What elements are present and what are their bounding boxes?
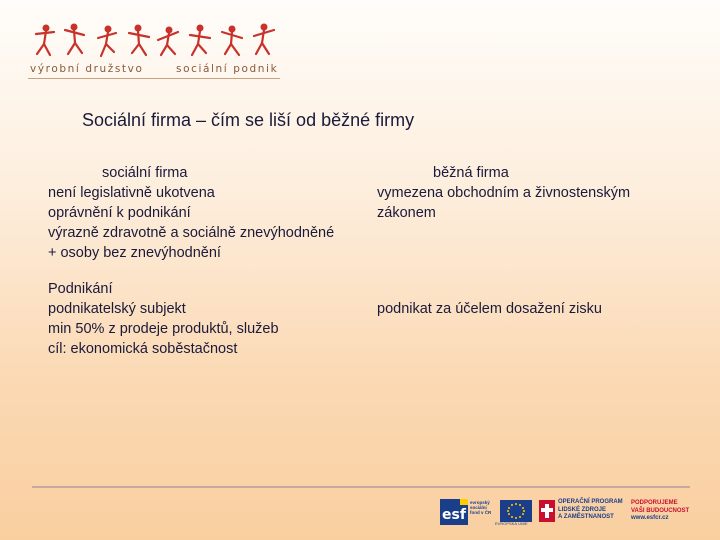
- section2-heading: Podnikání: [48, 281, 113, 297]
- left-section2-line: podnikatelský subjekt: [48, 301, 186, 317]
- op-text-line: OPERAČNÍ PROGRAM: [558, 499, 623, 505]
- esf-mark-icon: [440, 497, 470, 527]
- left-column: [48, 163, 334, 359]
- eu-caption: EVROPSKÁ UNIE: [495, 521, 528, 526]
- op-cross-icon: [538, 498, 556, 524]
- op-text-line: LIDSKÉ ZDROJE: [558, 506, 607, 513]
- right-line: zákonem: [377, 205, 436, 221]
- podporujeme-line: PODPORUJEME: [631, 500, 678, 506]
- left-section2-line: cíl: ekonomická soběstačnost: [48, 341, 238, 357]
- op-text-line: A ZAMĚSTNANOST: [558, 514, 614, 520]
- footer-divider: [32, 486, 690, 488]
- left-heading: sociální firma: [102, 165, 188, 181]
- funding-logos: [440, 497, 700, 527]
- right-column: [377, 163, 630, 319]
- esf-text-line: sociální: [470, 505, 487, 510]
- right-section2-line: podnikat za účelem dosažení zisku: [377, 301, 602, 317]
- company-logo: [28, 20, 284, 82]
- left-line: + osoby bez znevýhodnění: [48, 245, 221, 261]
- logo-text-right: sociální podnik: [176, 63, 279, 75]
- podporujeme-line: VAŠI BUDOUCNOST: [631, 507, 690, 514]
- right-heading: běžná firma: [433, 165, 509, 181]
- left-section2-line: min 50% z prodeje produktů, služeb: [48, 321, 279, 337]
- left-line: není legislativně ukotvena: [48, 185, 215, 201]
- esf-text-line: evropský: [470, 500, 490, 505]
- podporujeme-text: [631, 500, 689, 523]
- logo-text-left: výrobní družstvo: [30, 63, 144, 75]
- left-line: oprávnění k podnikání: [48, 205, 191, 221]
- esf-text-line: fond v ČR: [470, 510, 492, 515]
- dancing-figures-icon: [28, 20, 284, 62]
- right-line: vymezena obchodním a živnostenským: [377, 185, 631, 201]
- left-line: výrazně zdravotně a sociálně znevýhodněné: [48, 225, 335, 241]
- logo-divider: [28, 78, 280, 79]
- logo-tagline: [30, 63, 279, 75]
- slide-title: Sociální firma – čím se liší od běžné firmy: [82, 110, 415, 130]
- svg-text:esf: esf: [442, 507, 466, 523]
- esf-website: www.esfcr.cz: [631, 515, 669, 521]
- esf-logo: [440, 497, 496, 527]
